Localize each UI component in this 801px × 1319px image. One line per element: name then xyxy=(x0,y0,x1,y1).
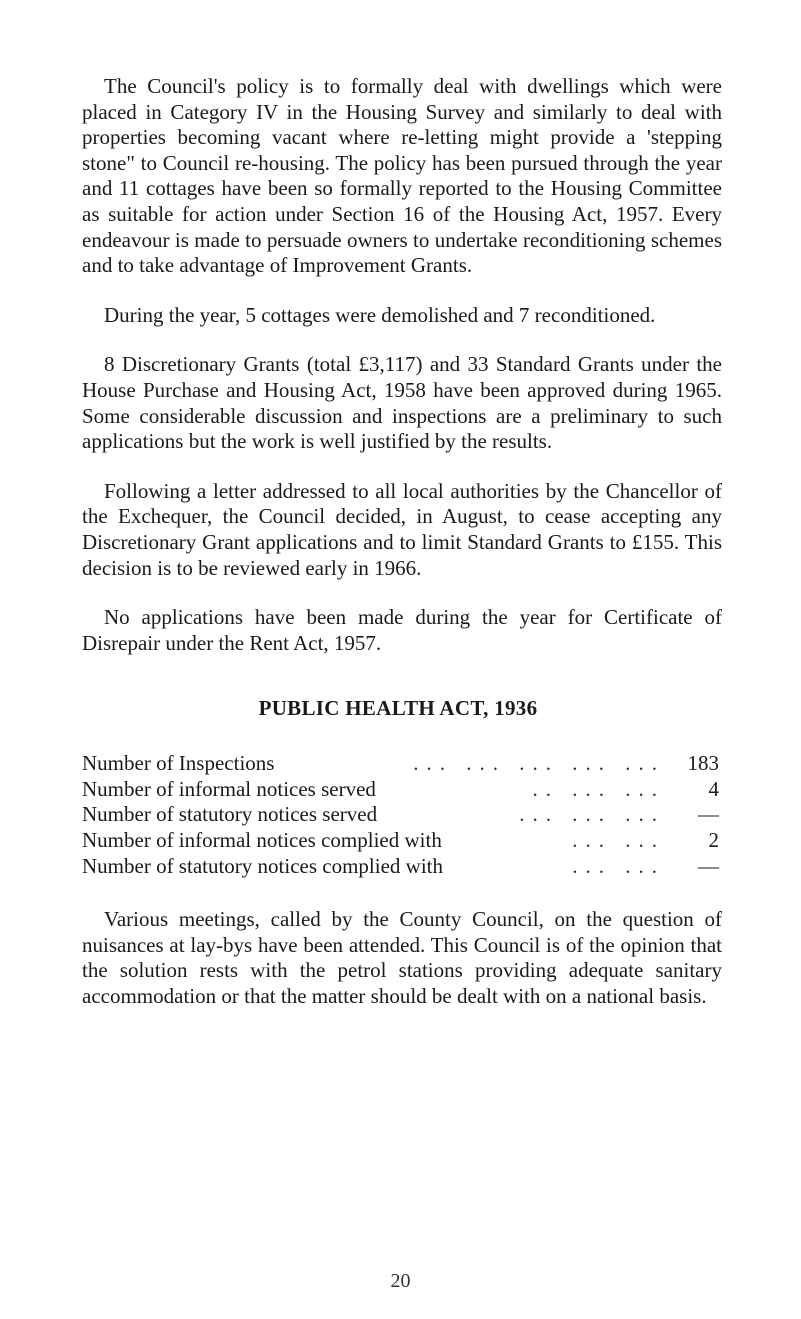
section-heading-public-health-act: PUBLIC HEALTH ACT, 1936 xyxy=(258,696,538,721)
stats-row xyxy=(82,777,719,803)
stats-row xyxy=(82,828,719,854)
paragraph-certificate-disrepair: No applications have been made during the year for Certificate of Disrepair under the Rent Act, 1957. xyxy=(82,605,722,655)
document-page xyxy=(82,74,722,1034)
stats-label: Number of informal notices served xyxy=(82,776,376,801)
stats-label: Number of informal notices complied with xyxy=(82,828,442,853)
stats-label: Number of statutory notices served xyxy=(82,802,378,827)
leader-dots: ... ... xyxy=(572,853,665,878)
leader-dots: .. ... ... xyxy=(532,776,665,801)
stats-value: — xyxy=(698,802,719,827)
stats-row xyxy=(82,802,719,828)
paragraph-chancellor-letter: Following a letter addressed to all local authorities by the Chancellor of the Exchequer, the Council decided, in August, to cease accepting any Discretionary Grant applications and to limit Standard Grants to £155. This decision is to be reviewed early in 1966. xyxy=(82,478,722,580)
stats-label: Number of Inspections xyxy=(82,751,275,776)
stats-row xyxy=(82,854,719,880)
stats-value: 2 xyxy=(708,828,719,853)
paragraph-grants-approved: 8 Discretionary Grants (total £3,117) and 33 Standard Grants under the House Purchase and Housing Act, 1958 have been approved during 1965. Some considerable discussion and inspections are a preliminary to such applications but the work is well justified by the results. xyxy=(82,352,722,454)
paragraph-council-policy: The Council's policy is to formally deal with dwellings which were placed in Category IV in the Housing Survey and similarly to deal with properties becoming vacant where re-letting might provide a 'stepping stone" to Council re-housing. The policy has been pursued through the year and 11 cottages have been so formally reported to the Housing Committee as suitable for action under Section 16 of the Housing Act, 1957. Every endeavour is made to persuade owners to undertake reconditioning schemes and to take advantage of Improvement Grants. xyxy=(82,74,722,278)
stats-value: 4 xyxy=(708,776,719,801)
stats-value: — xyxy=(698,853,719,878)
leader-dots: ... ... xyxy=(572,828,665,853)
leader-dots: ... ... ... xyxy=(519,802,665,827)
stats-value: 183 xyxy=(687,751,719,776)
public-health-statistics xyxy=(82,751,719,879)
stats-row xyxy=(82,751,719,777)
page-number: 20 xyxy=(390,1270,411,1292)
stats-label: Number of statutory notices complied with xyxy=(82,853,444,878)
leader-dots: ... ... ... ... ... xyxy=(413,751,665,776)
paragraph-lay-by-nuisances: Various meetings, called by the County Council, on the question of nuisances at lay-bys have been attended. This Council is of the opinion that the solution rests with the petrol stations providing adequate sanitary accommodation or that the matter should be dealt with on a national basis. xyxy=(82,907,722,1009)
paragraph-demolished-reconditioned: During the year, 5 cottages were demolished and 7 reconditioned. xyxy=(104,302,656,327)
